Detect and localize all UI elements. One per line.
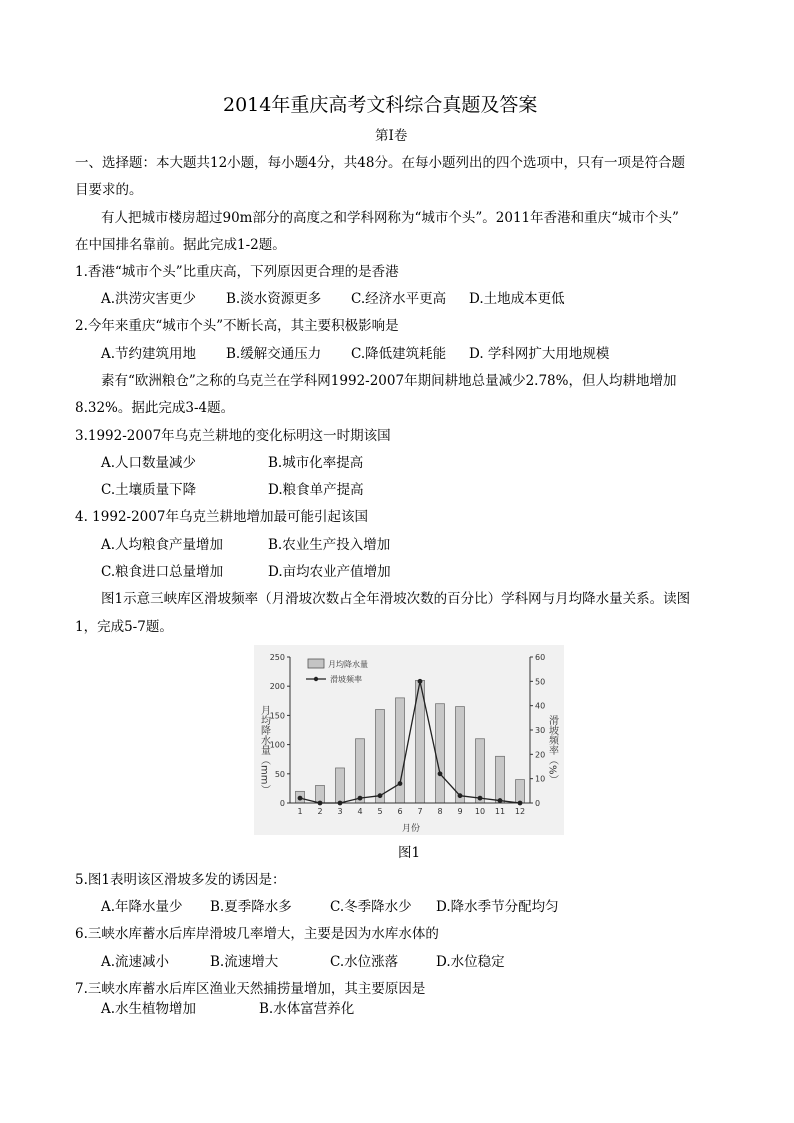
right-tick-label: 10 (535, 774, 546, 784)
question-3-stem: 3.1992-2007年乌克兰耕地的变化标明这一时期该国 (75, 428, 391, 444)
question-1-option-c: C.经济水平更高 (351, 291, 447, 307)
question-5-option-d: D.降水季节分配均匀 (436, 899, 559, 915)
landslide-frequency-point (478, 796, 483, 801)
left-tick-label: 50 (274, 769, 285, 779)
legend-line-marker (314, 677, 318, 681)
precipitation-bar (436, 704, 445, 803)
passage-2-cont: 8.32%。据此完成3-4题。 (75, 400, 235, 416)
passage-2: 素有“欧洲粮仓”之称的乌克兰在学科网1992-2007年期间耕地总量减少2.78%，但人均耕地增加 (101, 373, 677, 389)
precipitation-bar (516, 780, 525, 803)
landslide-frequency-point (338, 801, 343, 806)
question-1-option-a: A.洪涝灾害更少 (101, 291, 197, 307)
question-4-stem: 4. 1992-2007年乌克兰耕地增加最可能引起该国 (75, 509, 368, 525)
precipitation-bar (456, 707, 465, 803)
question-1-option-d: D.土地成本更低 (469, 291, 565, 307)
question-7-option-a: A.水生植物增加 (101, 1001, 197, 1017)
x-tick-label: 6 (397, 807, 403, 816)
volume-label: 第Ⅰ卷 (375, 128, 408, 144)
question-2-option-c: C.降低建筑耗能 (351, 346, 447, 362)
question-4-option-c: C.粮食进口总量增加 (101, 564, 224, 580)
x-axis-label: 月份 (402, 824, 421, 834)
passage-1: 有人把城市楼房超过90m部分的高度之和学科网称为“城市个头”。2011年香港和重庆“城市个头” (101, 210, 679, 226)
question-2-stem: 2.今年来重庆“城市个头”不断长高，其主要积极影响是 (75, 318, 399, 334)
landslide-frequency-point (518, 801, 523, 806)
section-heading: 一、选择题：本大题共12小题，每小题4分，共48分。在每小题列出的四个选项中，只有一项是符合题 (75, 155, 685, 171)
figure-caption: 图1 (398, 845, 421, 861)
landslide-frequency-point (318, 801, 323, 806)
legend-landslide-frequency: 滑坡频率 (330, 675, 362, 684)
precipitation-bar (476, 739, 485, 803)
right-tick-label: 60 (535, 653, 546, 662)
x-tick-label: 10 (474, 807, 486, 816)
landslide-frequency-point (358, 796, 363, 801)
left-tick-label: 250 (269, 653, 285, 662)
x-tick-label: 2 (317, 807, 323, 816)
page-title: 2014年重庆高考文科综合真题及答案 (223, 94, 538, 116)
right-tick-label: 30 (535, 726, 546, 735)
landslide-frequency-point (418, 679, 423, 684)
x-tick-label: 4 (357, 807, 363, 816)
x-tick-label: 7 (417, 807, 423, 816)
x-tick-label: 12 (514, 807, 526, 816)
right-tick-label: 20 (535, 750, 546, 760)
x-tick-label: 9 (457, 807, 463, 816)
right-tick-label: 40 (535, 701, 546, 711)
question-3-option-a: A.人口数量减少 (101, 455, 197, 471)
precipitation-bar (376, 710, 385, 803)
right-axis-label: 滑坡频率（%） (546, 715, 558, 785)
landslide-frequency-point (438, 771, 443, 776)
passage-3-cont: 1，完成5-7题。 (75, 619, 173, 635)
question-6-option-c: C.水位涨落 (330, 954, 399, 970)
landslide-frequency-point (298, 796, 303, 801)
question-2-option-d: D. 学科网扩大用地规模 (469, 346, 610, 362)
left-tick-label: 150 (269, 711, 285, 721)
question-1-stem: 1.香港“城市个头”比重庆高，下列原因更合理的是香港 (75, 264, 399, 280)
passage-1-cont: 在中国排名靠前。据此完成1-2题。 (75, 237, 286, 253)
precipitation-bar (356, 739, 365, 803)
left-tick-label: 0 (279, 799, 285, 808)
question-2-option-a: A.节约建筑用地 (101, 346, 197, 362)
question-4-option-d: D.亩均农业产值增加 (268, 564, 391, 580)
landslide-frequency-point (498, 798, 503, 803)
left-tick-label: 200 (269, 682, 285, 692)
question-6-stem: 6.三峡水库蓄水后库岸滑坡几率增大，主要是因为水库水体的 (75, 926, 439, 942)
precipitation-bar (336, 768, 345, 803)
landslide-frequency-point (458, 793, 463, 798)
legend-precipitation: 月均降水量 (328, 660, 368, 669)
right-tick-label: 50 (535, 677, 546, 687)
question-1-option-b: B.淡水资源更多 (226, 291, 322, 307)
right-tick-label: 0 (535, 799, 541, 808)
question-7-stem: 7.三峡水库蓄水后库区渔业天然捕捞量增加，其主要原因是 (75, 981, 426, 997)
question-3-option-d: D.粮食单产提高 (268, 482, 364, 498)
question-6-option-b: B.流速增大 (210, 954, 279, 970)
question-4-option-a: A.人均粮食产量增加 (101, 537, 224, 553)
left-tick-label: 100 (269, 740, 285, 750)
question-3-option-c: C.土壤质量下降 (101, 482, 197, 498)
precipitation-bar (396, 698, 405, 803)
precipitation-bar (496, 756, 505, 803)
x-tick-label: 8 (437, 807, 443, 816)
question-6-option-a: A.流速减小 (101, 954, 170, 970)
x-tick-label: 11 (494, 807, 506, 816)
question-5-option-c: C.冬季降水少 (330, 899, 412, 915)
question-3-option-b: B.城市化率提高 (268, 455, 364, 471)
question-6-option-d: D.水位稳定 (436, 954, 505, 970)
precipitation-bar (316, 785, 325, 803)
landslide-frequency-point (378, 793, 383, 798)
question-4-option-b: B.农业生产投入增加 (268, 537, 391, 553)
question-2-option-b: B.缓解交通压力 (226, 346, 322, 362)
question-5-option-a: A.年降水量少 (101, 899, 183, 915)
x-tick-label: 3 (337, 807, 343, 816)
landslide-frequency-point (398, 781, 403, 786)
passage-3: 图1示意三峡库区滑坡频率（月滑坡次数占全年滑坡次数的百分比）学科网与月均降水量关系。读图 (101, 591, 691, 607)
section-heading-cont: 目要求的。 (75, 182, 143, 198)
question-5-option-b: B.夏季降水多 (210, 899, 292, 915)
x-tick-label: 1 (297, 807, 303, 816)
figure-1-chart (254, 645, 564, 835)
left-axis-label: 月均降水量（mm） (258, 705, 270, 795)
legend-bar-swatch (308, 659, 324, 668)
question-5-stem: 5.图1表明该区滑坡多发的诱因是： (75, 872, 286, 888)
question-7-option-b: B.水体富营养化 (259, 1001, 355, 1017)
x-tick-label: 5 (377, 807, 383, 816)
